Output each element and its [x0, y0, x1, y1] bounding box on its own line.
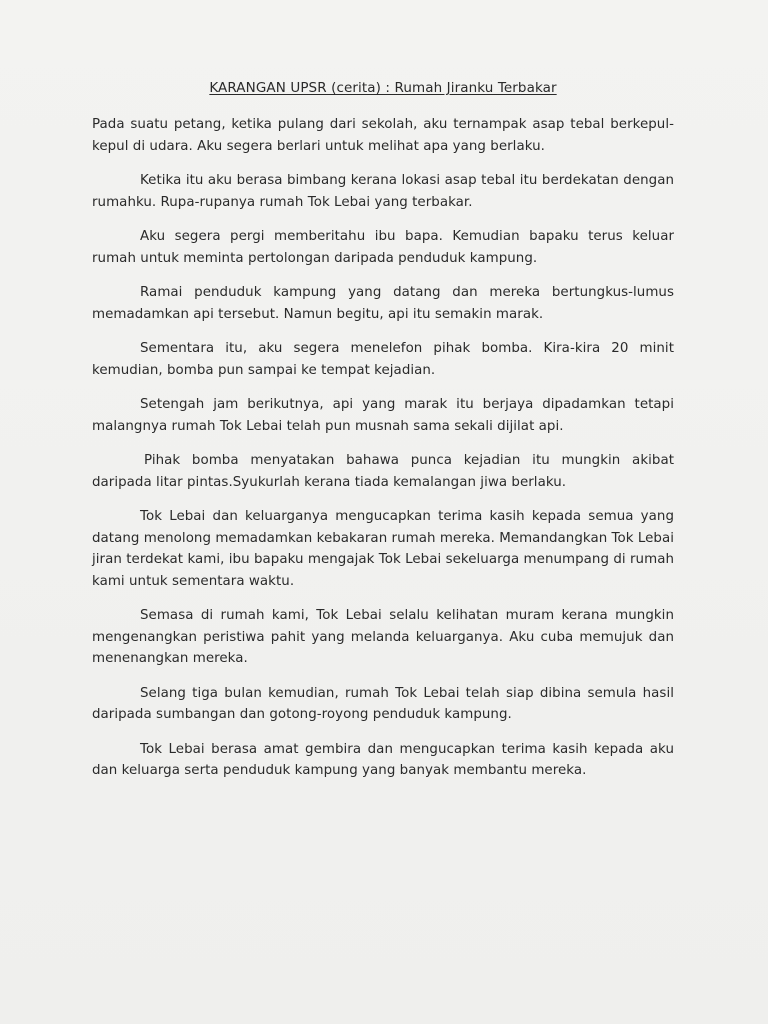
- document-title: KARANGAN UPSR (cerita) : Rumah Jiranku Terbakar: [209, 80, 557, 96]
- paragraph-3: Aku segera pergi memberitahu ibu bapa. Kemudian bapaku terus keluar rumah untuk meminta pertolongan daripada penduduk kampung.: [92, 229, 674, 266]
- paragraph-11: Tok Lebai berasa amat gembira dan mengucapkan terima kasih kepada aku dan keluarga serta penduduk kampung yang banyak membantu mereka.: [92, 741, 674, 778]
- paragraph-2: Ketika itu aku berasa bimbang kerana lokasi asap tebal itu berdekatan dengan rumahku. Rupa-rupanya rumah Tok Lebai yang terbakar.: [92, 173, 674, 210]
- paragraph-4: Ramai penduduk kampung yang datang dan mereka bertungkus-lumus memadamkan api tersebut. Namun begitu, api itu semakin marak.: [92, 285, 674, 322]
- paragraph-1: Pada suatu petang, ketika pulang dari sekolah, aku ternampak asap tebal berkepul-kepul di udara. Aku segera berlari untuk melihat apa yang berlaku.: [92, 117, 674, 154]
- paragraph-9: Semasa di rumah kami, Tok Lebai selalu kelihatan muram kerana mungkin mengenangkan peristiwa pahit yang melanda keluarganya. Aku cuba memujuk dan menenangkan mereka.: [92, 608, 674, 666]
- paragraph-7: Pihak bomba menyatakan bahawa punca kejadian itu mungkin akibat daripada litar pintas.Syukurlah kerana tiada kemalangan jiwa berlaku.: [92, 453, 674, 490]
- paragraph-5: Sementara itu, aku segera menelefon pihak bomba. Kira-kira 20 minit kemudian, bomba pun sampai ke tempat kejadian.: [92, 341, 674, 378]
- paragraph-8: Tok Lebai dan keluarganya mengucapkan terima kasih kepada semua yang datang menolong memadamkan kebakaran rumah mereka. Memandangkan Tok Lebai jiran terdekat kami, ibu bapaku mengajak Tok Lebai sekeluarga menumpang di rumah kami untuk sementara waktu.: [92, 509, 674, 589]
- paragraph-10: Selang tiga bulan kemudian, rumah Tok Lebai telah siap dibina semula hasil daripada sumbangan dan gotong-royong penduduk kampung.: [92, 685, 674, 722]
- paragraph-6: Setengah jam berikutnya, api yang marak itu berjaya dipadamkan tetapi malangnya rumah Tok Lebai telah pun musnah sama sekali dijilat api.: [92, 397, 674, 434]
